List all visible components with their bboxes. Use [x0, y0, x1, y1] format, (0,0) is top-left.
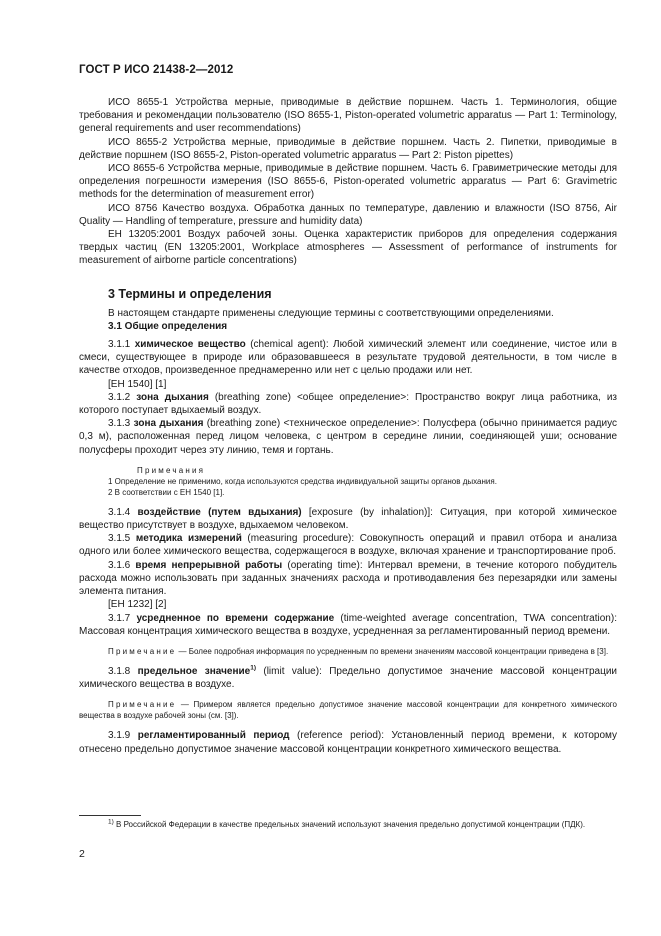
note-text: — Более подробная информация по усредненным по времени значениям массовой концентрации приведена в [3]. — [176, 646, 609, 656]
term-definition: (measuring procedure): Совокупность операций и правил отбора и анализа одного или более химического вещества, содержащегося в воздухе, включая хранение и транспортирование проб. — [79, 533, 617, 558]
term-entry — [79, 729, 617, 755]
term-definition: (breathing zone) <общее определение>: Пространство вокруг лица работника, из которого поступает вдыхаемый воздух. — [79, 391, 617, 417]
term-name: методика измерений — [135, 533, 242, 545]
term-number: 3.1.6 — [108, 559, 136, 571]
term-source: [ЕН 1232] [2] — [108, 599, 167, 611]
term-name-text: предельное значение — [137, 665, 251, 677]
note-item: 2 В соответствии с ЕН 1540 [1]. — [108, 487, 225, 497]
term-name: зона дыхания — [133, 418, 204, 430]
term-name — [138, 666, 256, 677]
note-text: — Примером является предельно допустимое значение массовой концентрации для конкретного химического вещества в воздухе рабочей зоны (см. [3]). — [79, 700, 617, 721]
term-definition: (breathing zone) <техническое определение>: Полусфера (обычно принимается радиус 0,3 м), расположенная перед лицом человека, с центром в середине линии, соединяющей уши; основание полусферы проходит через эту линию, темя и гортань. — [79, 418, 617, 456]
note-item: 1 Определение не применимо, когда используются средства индивидуальной защиты органов дыхания. — [108, 476, 497, 486]
term-entry — [79, 506, 617, 532]
reference-item: ИСО 8756 Качество воздуха. Обработка данных по температуре, давлению и влажности (ISO 8756, Air Quality — Handling of temperature, pressure and humidity data) — [79, 202, 617, 227]
term-number: 3.1.3 — [108, 418, 134, 430]
term-number: 3.1.8 — [108, 665, 138, 677]
term-name: химическое вещество — [134, 339, 246, 351]
term-name: усредненное по времени содержание — [136, 612, 335, 624]
note-label: Примечание — [108, 646, 177, 656]
term-definition: (time-weighted average concentration, TWA concentration): Массовая концентрация химического вещества в воздухе, усредненная за регламентированный период времени. — [79, 612, 617, 637]
notes-title: Примечания — [137, 465, 206, 475]
term-number: 3.1.5 — [108, 533, 136, 545]
term-name: регламентированный период — [137, 730, 290, 742]
term-entry — [79, 559, 617, 599]
term-entry — [79, 532, 617, 558]
term-number: 3.1.7 — [108, 612, 137, 624]
term-definition: (reference period): Установленный период времени, к которому отнесено предельно допустимое значение массовой концентрации конкретного химического вещества. — [79, 730, 617, 755]
footnote-text: В Российской Федерации в качестве предельных значений используют значения предельно допустимой концентрации (ПДК). — [113, 820, 586, 829]
term-source: [ЕН 1540] [1] — [108, 378, 167, 390]
footnote-divider — [79, 815, 141, 816]
term-entry — [79, 338, 617, 378]
reference-item: ИСО 8655-1 Устройства мерные, приводимые в действие поршнем. Часть 1. Терминология, общие требования и рекомендации пользователю (ISO 8655-1, Piston-operated volumetric apparatus — Part 1: Terminology, general requirements and user recommendations) — [79, 97, 617, 135]
term-number: 3.1.1 — [108, 339, 135, 351]
section-title: 3 Термины и определения — [108, 286, 272, 301]
section-intro: В настоящем стандарте применены следующие термины с соответствующими определениями. — [108, 307, 554, 319]
document-header: ГОСТ Р ИСО 21438-2—2012 — [79, 64, 234, 76]
footnote-mark: 1) — [108, 818, 114, 826]
reference-item: ИСО 8655-2 Устройства мерные, приводимые в действие поршнем. Часть 2. Пипетки, приводимые в действие поршнем (ISO 8655-2, Piston-operated volumetric apparatus — Part 2: Piston pipettes) — [79, 136, 617, 161]
footnote — [79, 819, 617, 830]
note-item — [79, 699, 617, 721]
term-name: зона дыхания — [136, 391, 209, 403]
term-number: 3.1.2 — [108, 391, 137, 403]
term-number: 3.1.4 — [108, 506, 138, 518]
reference-item: ИСО 8655-6 Устройства мерные, приводимые в действие поршнем. Часть 6. Гравиметрические методы для определения погрешности измерения (ISO 8655-6, Piston-operated volumetric apparatus — Part 6: Gravimetric methods for the determination of measurement error) — [79, 163, 617, 201]
term-entry — [79, 391, 617, 417]
page-number: 2 — [79, 848, 85, 860]
note-item — [79, 646, 617, 657]
term-entry — [79, 665, 617, 691]
term-definition: (operating time): Интервал времени, в течение которого побудитель расхода можно использовать при заданных значениях расхода и противодавления без перезарядки или замены элемента питания. — [79, 559, 617, 598]
term-definition: [exposure (by inhalation)]: Ситуация, при которой химическое вещество присутствует в воздухе, вдыхаемом человеком. — [79, 506, 617, 532]
document-body — [79, 96, 617, 756]
reference-item: ЕН 13205:2001 Воздух рабочей зоны. Оценка характеристик приборов для определения содержания твердых частиц (EN 13205:2001, Workplace atmospheres — Assessment of performance of instruments for measurement of airborne particle concentrations) — [79, 229, 617, 267]
term-definition: (chemical agent): Любой химический элемент или соединение, чистое или в смеси, существующее в природе или образовавшееся в результате трудовой деятельности, в том числе в качестве отходов, произведенное преднамеренно или нет с целью продажи или нет. — [79, 339, 617, 377]
term-entry — [79, 612, 617, 638]
term-name: воздействие (путем вдыхания) — [137, 506, 302, 518]
term-name: время непрерывной работы — [135, 559, 283, 571]
term-entry — [79, 417, 617, 457]
note-label: Примечание — [108, 700, 177, 710]
term-definition: (limit value): Предельно допустимое значение массовой концентрации химического вещества в воздухе. — [79, 665, 617, 691]
term-number: 3.1.9 — [108, 730, 138, 742]
footnote-ref: 1) — [250, 664, 257, 672]
subsection-title: 3.1 Общие определения — [108, 320, 228, 332]
